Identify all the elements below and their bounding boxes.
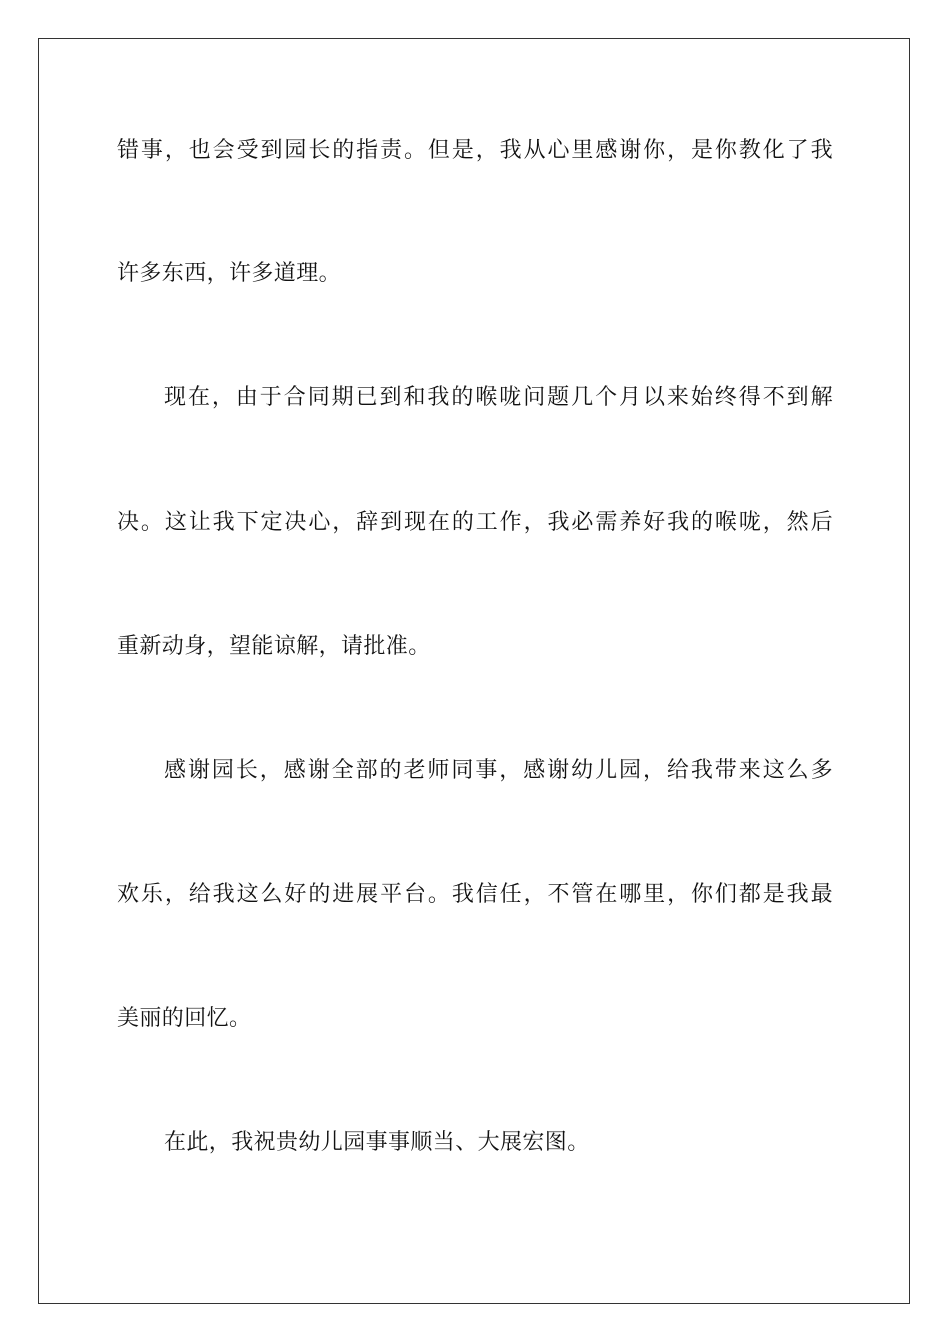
- page-border: [38, 38, 910, 1304]
- text-line: 现在，由于合同期已到和我的喉咙问题几个月以来始终得不到解: [164, 385, 833, 410]
- text-line: 许多东西，许多道理。: [117, 261, 342, 286]
- text-line: 美丽的回忆。: [117, 1006, 252, 1031]
- text-line: 重新动身，望能谅解，请批准。: [117, 634, 431, 659]
- text-line: 感谢园长，感谢全部的老师同事，感谢幼儿园，给我带来这么多: [164, 758, 833, 783]
- text-line: 欢乐，给我这么好的进展平台。我信任，不管在哪里，你们都是我最: [117, 882, 833, 907]
- text-line: 在此，我祝贵幼儿园事事顺当、大展宏图。: [164, 1130, 590, 1155]
- text-line: 决。这让我下定决心，辞到现在的工作，我必需养好我的喉咙，然后: [117, 510, 833, 535]
- text-line: 错事，也会受到园长的指责。但是，我从心里感谢你，是你教化了我: [117, 138, 833, 163]
